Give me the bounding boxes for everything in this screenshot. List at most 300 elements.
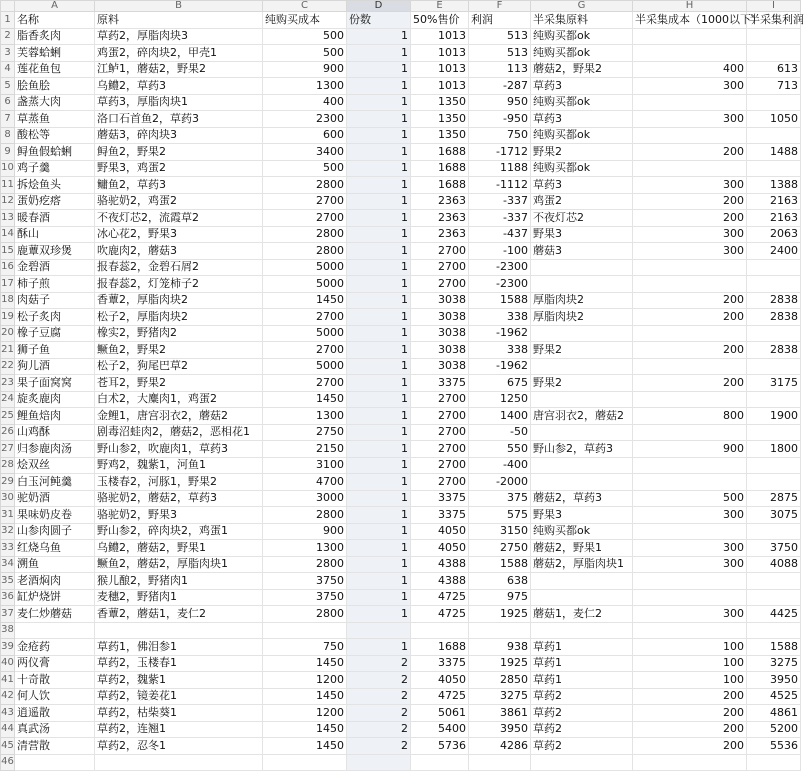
cell-c22[interactable]: 5000 bbox=[263, 358, 347, 375]
cell-f26[interactable]: -50 bbox=[469, 424, 531, 441]
cell-e35[interactable]: 4388 bbox=[411, 573, 469, 590]
cell-d22[interactable]: 1 bbox=[347, 358, 411, 375]
cell-f27[interactable]: 550 bbox=[469, 441, 531, 458]
cell-i32[interactable] bbox=[747, 523, 801, 540]
cell-i10[interactable] bbox=[747, 160, 801, 177]
cell-g46[interactable] bbox=[531, 754, 633, 771]
row-number[interactable]: 34 bbox=[1, 556, 15, 573]
row-number[interactable]: 35 bbox=[1, 573, 15, 590]
cell-b24[interactable]: 白术2，大麋肉1，鸡蛋2 bbox=[95, 391, 263, 408]
cell-d34[interactable]: 1 bbox=[347, 556, 411, 573]
row-number[interactable]: 9 bbox=[1, 144, 15, 161]
cell-i1[interactable]: 半采集利润 bbox=[747, 12, 801, 29]
row-number[interactable]: 10 bbox=[1, 160, 15, 177]
cell-f14[interactable]: -437 bbox=[469, 226, 531, 243]
cell-h11[interactable]: 300 bbox=[633, 177, 747, 194]
cell-e26[interactable]: 2700 bbox=[411, 424, 469, 441]
cell-e46[interactable] bbox=[411, 754, 469, 771]
cell-a27[interactable]: 归参鹿肉汤 bbox=[15, 441, 95, 458]
cell-g22[interactable] bbox=[531, 358, 633, 375]
cell-a5[interactable]: 脍鱼脍 bbox=[15, 78, 95, 95]
cell-a10[interactable]: 鸡子羹 bbox=[15, 160, 95, 177]
cell-e33[interactable]: 4050 bbox=[411, 540, 469, 557]
cell-d14[interactable]: 1 bbox=[347, 226, 411, 243]
cell-b18[interactable]: 香蕈2，厚脂肉块2 bbox=[95, 292, 263, 309]
cell-g6[interactable]: 纯购买都ok bbox=[531, 94, 633, 111]
cell-a29[interactable]: 白玉河鲀羹 bbox=[15, 474, 95, 491]
cell-a22[interactable]: 狗儿酒 bbox=[15, 358, 95, 375]
cell-h27[interactable]: 900 bbox=[633, 441, 747, 458]
cell-i36[interactable] bbox=[747, 589, 801, 606]
cell-d46[interactable] bbox=[347, 754, 411, 771]
cell-a19[interactable]: 松子炙肉 bbox=[15, 309, 95, 326]
cell-b25[interactable]: 金鲤1，唐宫羽衣2，蘑菇2 bbox=[95, 408, 263, 425]
cell-g44[interactable]: 草药2 bbox=[531, 721, 633, 738]
cell-c11[interactable]: 2800 bbox=[263, 177, 347, 194]
cell-g37[interactable]: 蘑菇1，麦仁2 bbox=[531, 606, 633, 623]
cell-h10[interactable] bbox=[633, 160, 747, 177]
cell-a20[interactable]: 橡子豆腐 bbox=[15, 325, 95, 342]
cell-h20[interactable] bbox=[633, 325, 747, 342]
cell-b23[interactable]: 苍耳2，野果2 bbox=[95, 375, 263, 392]
cell-a23[interactable]: 果子面窝窝 bbox=[15, 375, 95, 392]
cell-h38[interactable] bbox=[633, 622, 747, 639]
cell-d12[interactable]: 1 bbox=[347, 193, 411, 210]
cell-i26[interactable] bbox=[747, 424, 801, 441]
row-number[interactable]: 18 bbox=[1, 292, 15, 309]
cell-c27[interactable]: 2150 bbox=[263, 441, 347, 458]
cell-h37[interactable]: 300 bbox=[633, 606, 747, 623]
cell-h5[interactable]: 300 bbox=[633, 78, 747, 95]
cell-a4[interactable]: 莲花鱼包 bbox=[15, 61, 95, 78]
cell-h12[interactable]: 200 bbox=[633, 193, 747, 210]
row-number[interactable]: 39 bbox=[1, 639, 15, 656]
cell-c35[interactable]: 3750 bbox=[263, 573, 347, 590]
cell-i16[interactable] bbox=[747, 259, 801, 276]
cell-b19[interactable]: 松子2，厚脂肉块2 bbox=[95, 309, 263, 326]
cell-c21[interactable]: 2700 bbox=[263, 342, 347, 359]
cell-i46[interactable] bbox=[747, 754, 801, 771]
cell-b28[interactable]: 野鸡2，魏紫1，河鱼1 bbox=[95, 457, 263, 474]
row-number[interactable]: 31 bbox=[1, 507, 15, 524]
cell-f4[interactable]: 113 bbox=[469, 61, 531, 78]
cell-g7[interactable]: 草药3 bbox=[531, 111, 633, 128]
cell-d41[interactable]: 2 bbox=[347, 672, 411, 689]
cell-g34[interactable]: 蘑菇2，厚脂肉块1 bbox=[531, 556, 633, 573]
cell-a12[interactable]: 蛋奶疙瘩 bbox=[15, 193, 95, 210]
cell-b5[interactable]: 乌鳢2，草药3 bbox=[95, 78, 263, 95]
cell-d10[interactable]: 1 bbox=[347, 160, 411, 177]
cell-b29[interactable]: 玉楼春2，河豚1，野果2 bbox=[95, 474, 263, 491]
cell-e42[interactable]: 4725 bbox=[411, 688, 469, 705]
cell-b8[interactable]: 蘑菇3，碎肉块3 bbox=[95, 127, 263, 144]
cell-e3[interactable]: 1013 bbox=[411, 45, 469, 62]
cell-d8[interactable]: 1 bbox=[347, 127, 411, 144]
cell-i41[interactable]: 3950 bbox=[747, 672, 801, 689]
cell-a40[interactable]: 两仪膏 bbox=[15, 655, 95, 672]
row-number[interactable]: 41 bbox=[1, 672, 15, 689]
cell-c46[interactable] bbox=[263, 754, 347, 771]
cell-b26[interactable]: 剧毒沼蛙肉2，蘑菇2，恶相花1 bbox=[95, 424, 263, 441]
cell-d4[interactable]: 1 bbox=[347, 61, 411, 78]
column-header-c[interactable]: C bbox=[263, 1, 347, 12]
cell-f24[interactable]: 1250 bbox=[469, 391, 531, 408]
row-number[interactable]: 16 bbox=[1, 259, 15, 276]
cell-i30[interactable]: 2875 bbox=[747, 490, 801, 507]
cell-d18[interactable]: 1 bbox=[347, 292, 411, 309]
cell-a1[interactable]: 名称 bbox=[15, 12, 95, 29]
cell-e4[interactable]: 1013 bbox=[411, 61, 469, 78]
cell-f16[interactable]: -2300 bbox=[469, 259, 531, 276]
cell-e8[interactable]: 1350 bbox=[411, 127, 469, 144]
cell-h6[interactable] bbox=[633, 94, 747, 111]
cell-g21[interactable]: 野果2 bbox=[531, 342, 633, 359]
cell-f5[interactable]: -287 bbox=[469, 78, 531, 95]
cell-i20[interactable] bbox=[747, 325, 801, 342]
cell-i13[interactable]: 2163 bbox=[747, 210, 801, 227]
cell-c12[interactable]: 2700 bbox=[263, 193, 347, 210]
cell-a43[interactable]: 逍遥散 bbox=[15, 705, 95, 722]
row-number[interactable]: 33 bbox=[1, 540, 15, 557]
cell-f8[interactable]: 750 bbox=[469, 127, 531, 144]
cell-a25[interactable]: 鲤鱼焙肉 bbox=[15, 408, 95, 425]
cell-b4[interactable]: 江鲈1，蘑菇2，野果2 bbox=[95, 61, 263, 78]
cell-e34[interactable]: 4388 bbox=[411, 556, 469, 573]
row-number[interactable]: 12 bbox=[1, 193, 15, 210]
cell-a24[interactable]: 旋炙鹿肉 bbox=[15, 391, 95, 408]
cell-d39[interactable]: 1 bbox=[347, 639, 411, 656]
cell-c24[interactable]: 1450 bbox=[263, 391, 347, 408]
cell-i28[interactable] bbox=[747, 457, 801, 474]
cell-d26[interactable]: 1 bbox=[347, 424, 411, 441]
cell-i43[interactable]: 4861 bbox=[747, 705, 801, 722]
cell-g5[interactable]: 草药3 bbox=[531, 78, 633, 95]
cell-d19[interactable]: 1 bbox=[347, 309, 411, 326]
cell-c45[interactable]: 1450 bbox=[263, 738, 347, 755]
cell-a6[interactable]: 盏蒸大肉 bbox=[15, 94, 95, 111]
cell-f6[interactable]: 950 bbox=[469, 94, 531, 111]
cell-g40[interactable]: 草药1 bbox=[531, 655, 633, 672]
row-number[interactable]: 1 bbox=[1, 12, 15, 29]
cell-a15[interactable]: 鹿蕈双珍煲 bbox=[15, 243, 95, 260]
cell-b46[interactable] bbox=[95, 754, 263, 771]
cell-i6[interactable] bbox=[747, 94, 801, 111]
row-number[interactable]: 43 bbox=[1, 705, 15, 722]
cell-g20[interactable] bbox=[531, 325, 633, 342]
cell-h34[interactable]: 300 bbox=[633, 556, 747, 573]
cell-g2[interactable]: 纯购买都ok bbox=[531, 28, 633, 45]
cell-c1[interactable]: 纯购买成本 bbox=[263, 12, 347, 29]
row-number[interactable]: 25 bbox=[1, 408, 15, 425]
cell-g3[interactable]: 纯购买都ok bbox=[531, 45, 633, 62]
cell-b20[interactable]: 橡实2，野猪肉2 bbox=[95, 325, 263, 342]
cell-d6[interactable]: 1 bbox=[347, 94, 411, 111]
cell-i23[interactable]: 3175 bbox=[747, 375, 801, 392]
cell-e37[interactable]: 4725 bbox=[411, 606, 469, 623]
row-number[interactable]: 38 bbox=[1, 622, 15, 639]
cell-g33[interactable]: 蘑菇2，野果1 bbox=[531, 540, 633, 557]
cell-h39[interactable]: 100 bbox=[633, 639, 747, 656]
cell-f42[interactable]: 3275 bbox=[469, 688, 531, 705]
cell-i7[interactable]: 1050 bbox=[747, 111, 801, 128]
cell-c41[interactable]: 1200 bbox=[263, 672, 347, 689]
cell-i12[interactable]: 2163 bbox=[747, 193, 801, 210]
cell-f11[interactable]: -1112 bbox=[469, 177, 531, 194]
cell-i15[interactable]: 2400 bbox=[747, 243, 801, 260]
cell-f40[interactable]: 1925 bbox=[469, 655, 531, 672]
row-number[interactable]: 6 bbox=[1, 94, 15, 111]
column-header-f[interactable]: F bbox=[469, 1, 531, 12]
row-number[interactable]: 17 bbox=[1, 276, 15, 293]
cell-f9[interactable]: -1712 bbox=[469, 144, 531, 161]
row-number[interactable]: 7 bbox=[1, 111, 15, 128]
cell-b41[interactable]: 草药2，魏紫1 bbox=[95, 672, 263, 689]
cell-a38[interactable] bbox=[15, 622, 95, 639]
row-number[interactable]: 37 bbox=[1, 606, 15, 623]
cell-h36[interactable] bbox=[633, 589, 747, 606]
cell-h26[interactable] bbox=[633, 424, 747, 441]
cell-e21[interactable]: 3038 bbox=[411, 342, 469, 359]
cell-c23[interactable]: 2700 bbox=[263, 375, 347, 392]
cell-e5[interactable]: 1013 bbox=[411, 78, 469, 95]
cell-c3[interactable]: 500 bbox=[263, 45, 347, 62]
cell-e31[interactable]: 3375 bbox=[411, 507, 469, 524]
cell-g35[interactable] bbox=[531, 573, 633, 590]
cell-h24[interactable] bbox=[633, 391, 747, 408]
cell-b38[interactable] bbox=[95, 622, 263, 639]
cell-c40[interactable]: 1450 bbox=[263, 655, 347, 672]
column-header-h[interactable]: H bbox=[633, 1, 747, 12]
cell-i40[interactable]: 3275 bbox=[747, 655, 801, 672]
cell-f37[interactable]: 1925 bbox=[469, 606, 531, 623]
cell-a34[interactable]: 溯鱼 bbox=[15, 556, 95, 573]
cell-a30[interactable]: 驼奶酒 bbox=[15, 490, 95, 507]
cell-e10[interactable]: 1688 bbox=[411, 160, 469, 177]
cell-c18[interactable]: 1450 bbox=[263, 292, 347, 309]
cell-d25[interactable]: 1 bbox=[347, 408, 411, 425]
cell-g1[interactable]: 半采集原料 bbox=[531, 12, 633, 29]
cell-a16[interactable]: 金碧酒 bbox=[15, 259, 95, 276]
cell-a31[interactable]: 果味奶皮卷 bbox=[15, 507, 95, 524]
row-number[interactable]: 15 bbox=[1, 243, 15, 260]
cell-b34[interactable]: 鳜鱼2，蘑菇2，厚脂肉块1 bbox=[95, 556, 263, 573]
cell-f21[interactable]: 338 bbox=[469, 342, 531, 359]
cell-g8[interactable]: 纯购买都ok bbox=[531, 127, 633, 144]
cell-f17[interactable]: -2300 bbox=[469, 276, 531, 293]
cell-b6[interactable]: 草药3，厚脂肉块1 bbox=[95, 94, 263, 111]
cell-h42[interactable]: 200 bbox=[633, 688, 747, 705]
cell-d40[interactable]: 2 bbox=[347, 655, 411, 672]
cell-f43[interactable]: 3861 bbox=[469, 705, 531, 722]
cell-h21[interactable]: 200 bbox=[633, 342, 747, 359]
row-number[interactable]: 19 bbox=[1, 309, 15, 326]
cell-h1[interactable]: 半采集成本（1000以下） bbox=[633, 12, 747, 29]
cell-d28[interactable]: 1 bbox=[347, 457, 411, 474]
cell-d5[interactable]: 1 bbox=[347, 78, 411, 95]
cell-d45[interactable]: 2 bbox=[347, 738, 411, 755]
cell-c10[interactable]: 500 bbox=[263, 160, 347, 177]
cell-b7[interactable]: 洛口石首鱼2，草药3 bbox=[95, 111, 263, 128]
cell-e36[interactable]: 4725 bbox=[411, 589, 469, 606]
cell-i29[interactable] bbox=[747, 474, 801, 491]
cell-a8[interactable]: 酸松等 bbox=[15, 127, 95, 144]
cell-e22[interactable]: 3038 bbox=[411, 358, 469, 375]
cell-e44[interactable]: 5400 bbox=[411, 721, 469, 738]
cell-d2[interactable]: 1 bbox=[347, 28, 411, 45]
cell-d20[interactable]: 1 bbox=[347, 325, 411, 342]
cell-d3[interactable]: 1 bbox=[347, 45, 411, 62]
row-number[interactable]: 29 bbox=[1, 474, 15, 491]
cell-h8[interactable] bbox=[633, 127, 747, 144]
cell-g9[interactable]: 野果2 bbox=[531, 144, 633, 161]
cell-e41[interactable]: 4050 bbox=[411, 672, 469, 689]
cell-b36[interactable]: 麦穗2，野猪肉1 bbox=[95, 589, 263, 606]
cell-g43[interactable]: 草药2 bbox=[531, 705, 633, 722]
cell-f36[interactable]: 975 bbox=[469, 589, 531, 606]
cell-b14[interactable]: 冰心花2，野果3 bbox=[95, 226, 263, 243]
cell-e39[interactable]: 1688 bbox=[411, 639, 469, 656]
cell-h14[interactable]: 300 bbox=[633, 226, 747, 243]
cell-c19[interactable]: 2700 bbox=[263, 309, 347, 326]
cell-b45[interactable]: 草药2，忍冬1 bbox=[95, 738, 263, 755]
row-number[interactable]: 3 bbox=[1, 45, 15, 62]
cell-i21[interactable]: 2838 bbox=[747, 342, 801, 359]
cell-b33[interactable]: 乌鳢2，蘑菇2，野果1 bbox=[95, 540, 263, 557]
cell-i45[interactable]: 5536 bbox=[747, 738, 801, 755]
row-number[interactable]: 2 bbox=[1, 28, 15, 45]
cell-e19[interactable]: 3038 bbox=[411, 309, 469, 326]
cell-e13[interactable]: 2363 bbox=[411, 210, 469, 227]
cell-d13[interactable]: 1 bbox=[347, 210, 411, 227]
cell-b39[interactable]: 草药1，佛泪参1 bbox=[95, 639, 263, 656]
cell-b27[interactable]: 野山参2，吹鹿肉1，草药3 bbox=[95, 441, 263, 458]
cell-a46[interactable] bbox=[15, 754, 95, 771]
cell-g26[interactable] bbox=[531, 424, 633, 441]
column-header-e[interactable]: E bbox=[411, 1, 469, 12]
column-header-g[interactable]: G bbox=[531, 1, 633, 12]
cell-i5[interactable]: 713 bbox=[747, 78, 801, 95]
cell-f39[interactable]: 938 bbox=[469, 639, 531, 656]
row-number[interactable]: 40 bbox=[1, 655, 15, 672]
cell-c9[interactable]: 3400 bbox=[263, 144, 347, 161]
row-number[interactable]: 11 bbox=[1, 177, 15, 194]
cell-f10[interactable]: 1188 bbox=[469, 160, 531, 177]
cell-f33[interactable]: 2750 bbox=[469, 540, 531, 557]
cell-e29[interactable]: 2700 bbox=[411, 474, 469, 491]
cell-f38[interactable] bbox=[469, 622, 531, 639]
cell-e12[interactable]: 2363 bbox=[411, 193, 469, 210]
cell-h30[interactable]: 500 bbox=[633, 490, 747, 507]
row-number[interactable]: 36 bbox=[1, 589, 15, 606]
cell-h28[interactable] bbox=[633, 457, 747, 474]
cell-d11[interactable]: 1 bbox=[347, 177, 411, 194]
cell-e20[interactable]: 3038 bbox=[411, 325, 469, 342]
cell-d44[interactable]: 2 bbox=[347, 721, 411, 738]
cell-c7[interactable]: 2300 bbox=[263, 111, 347, 128]
cell-c36[interactable]: 3750 bbox=[263, 589, 347, 606]
cell-g11[interactable]: 草药3 bbox=[531, 177, 633, 194]
cell-h35[interactable] bbox=[633, 573, 747, 590]
cell-b35[interactable]: 猴儿酿2，野猪肉1 bbox=[95, 573, 263, 590]
cell-i8[interactable] bbox=[747, 127, 801, 144]
cell-d31[interactable]: 1 bbox=[347, 507, 411, 524]
cell-d29[interactable]: 1 bbox=[347, 474, 411, 491]
cell-b15[interactable]: 吹鹿肉2，蘑菇3 bbox=[95, 243, 263, 260]
cell-c38[interactable] bbox=[263, 622, 347, 639]
cell-c6[interactable]: 400 bbox=[263, 94, 347, 111]
row-number[interactable]: 28 bbox=[1, 457, 15, 474]
cell-d17[interactable]: 1 bbox=[347, 276, 411, 293]
cell-b12[interactable]: 骆驼奶2，鸡蛋2 bbox=[95, 193, 263, 210]
row-number[interactable]: 14 bbox=[1, 226, 15, 243]
cell-g32[interactable]: 纯购买都ok bbox=[531, 523, 633, 540]
cell-d35[interactable]: 1 bbox=[347, 573, 411, 590]
cell-e38[interactable] bbox=[411, 622, 469, 639]
cell-g4[interactable]: 蘑菇2，野果2 bbox=[531, 61, 633, 78]
cell-h23[interactable]: 200 bbox=[633, 375, 747, 392]
cell-h17[interactable] bbox=[633, 276, 747, 293]
cell-a36[interactable]: 缸炉烧饼 bbox=[15, 589, 95, 606]
cell-a13[interactable]: 暖春酒 bbox=[15, 210, 95, 227]
cell-a21[interactable]: 狮子鱼 bbox=[15, 342, 95, 359]
cell-e18[interactable]: 3038 bbox=[411, 292, 469, 309]
row-number[interactable]: 8 bbox=[1, 127, 15, 144]
cell-g25[interactable]: 唐宫羽衣2，蘑菇2 bbox=[531, 408, 633, 425]
cell-a35[interactable]: 老酒焖肉 bbox=[15, 573, 95, 590]
cell-i19[interactable]: 2838 bbox=[747, 309, 801, 326]
cell-f31[interactable]: 575 bbox=[469, 507, 531, 524]
cell-f1[interactable]: 利润 bbox=[469, 12, 531, 29]
cell-a28[interactable]: 烩双丝 bbox=[15, 457, 95, 474]
cell-d42[interactable]: 2 bbox=[347, 688, 411, 705]
cell-h4[interactable]: 400 bbox=[633, 61, 747, 78]
cell-g12[interactable]: 鸡蛋2 bbox=[531, 193, 633, 210]
cell-b30[interactable]: 骆驼奶2，蘑菇2，草药3 bbox=[95, 490, 263, 507]
cell-f15[interactable]: -100 bbox=[469, 243, 531, 260]
cell-e17[interactable]: 2700 bbox=[411, 276, 469, 293]
cell-i39[interactable]: 1588 bbox=[747, 639, 801, 656]
row-number[interactable]: 46 bbox=[1, 754, 15, 771]
cell-h7[interactable]: 300 bbox=[633, 111, 747, 128]
cell-h31[interactable]: 300 bbox=[633, 507, 747, 524]
cell-a7[interactable]: 草蒸鱼 bbox=[15, 111, 95, 128]
cell-f41[interactable]: 2850 bbox=[469, 672, 531, 689]
cell-c33[interactable]: 1300 bbox=[263, 540, 347, 557]
cell-g31[interactable]: 野果3 bbox=[531, 507, 633, 524]
cell-i14[interactable]: 2063 bbox=[747, 226, 801, 243]
cell-e6[interactable]: 1350 bbox=[411, 94, 469, 111]
cell-d7[interactable]: 1 bbox=[347, 111, 411, 128]
cell-i18[interactable]: 2838 bbox=[747, 292, 801, 309]
cell-h19[interactable]: 200 bbox=[633, 309, 747, 326]
cell-a18[interactable]: 肉菇子 bbox=[15, 292, 95, 309]
cell-f2[interactable]: 513 bbox=[469, 28, 531, 45]
cell-f32[interactable]: 3150 bbox=[469, 523, 531, 540]
cell-f13[interactable]: -337 bbox=[469, 210, 531, 227]
cell-h29[interactable] bbox=[633, 474, 747, 491]
cell-h32[interactable] bbox=[633, 523, 747, 540]
cell-c39[interactable]: 750 bbox=[263, 639, 347, 656]
cell-e28[interactable]: 2700 bbox=[411, 457, 469, 474]
cell-g17[interactable] bbox=[531, 276, 633, 293]
cell-e23[interactable]: 3375 bbox=[411, 375, 469, 392]
column-header-b[interactable]: B bbox=[95, 1, 263, 12]
cell-b13[interactable]: 不夜灯芯2，流霞草2 bbox=[95, 210, 263, 227]
cell-a26[interactable]: 山鸡酥 bbox=[15, 424, 95, 441]
cell-g24[interactable] bbox=[531, 391, 633, 408]
cell-a33[interactable]: 红烧乌鱼 bbox=[15, 540, 95, 557]
column-header-i[interactable]: I bbox=[747, 1, 801, 12]
